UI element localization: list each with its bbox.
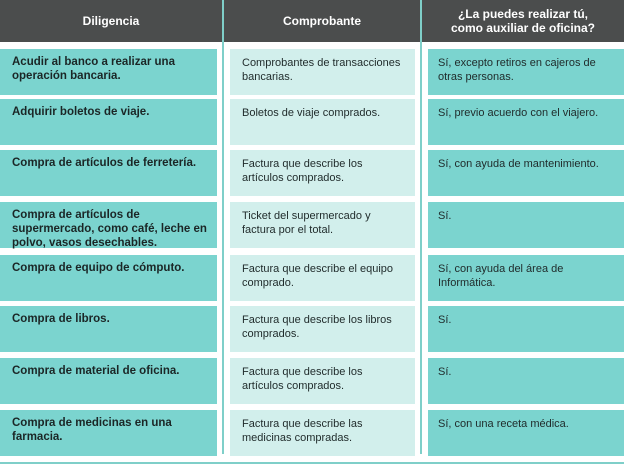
cell-comprobante: Comprobantes de transacciones bancarias. — [230, 49, 415, 95]
cell-comprobante: Ticket del supermercado y factura por el total. — [230, 202, 415, 248]
cell-respuesta: Sí, con ayuda del área de Informática. — [428, 255, 624, 301]
cell-comprobante: Factura que describe las medicinas compradas. — [230, 410, 415, 456]
cell-respuesta: Sí, con ayuda de mantenimiento. — [428, 150, 624, 196]
column-divider-2 — [420, 42, 422, 454]
cell-respuesta: Sí. — [428, 306, 624, 352]
cell-diligencia: Adquirir boletos de viaje. — [0, 99, 217, 145]
header-diligencia: Diligencia — [82, 14, 140, 28]
cell-respuesta: Sí, previo acuerdo con el viajero. — [428, 99, 624, 145]
cell-comprobante: Factura que describe los libros comprados. — [230, 306, 415, 352]
header-puedes-line2: como auxiliar de oficina? — [450, 21, 596, 35]
cell-diligencia: Compra de libros. — [0, 306, 217, 352]
cell-comprobante: Factura que describe los artículos comprados. — [230, 358, 415, 404]
column-divider-1 — [222, 42, 224, 454]
cell-diligencia: Compra de equipo de cómputo. — [0, 255, 217, 301]
cell-comprobante: Factura que describe el equipo comprado. — [230, 255, 415, 301]
header-puedes-realizar — [422, 0, 624, 42]
table-bottom-rule — [0, 462, 624, 464]
cell-diligencia: Compra de medicinas en una farmacia. — [0, 410, 217, 456]
header-comprobante: Comprobante — [283, 14, 361, 28]
cell-diligencia: Compra de artículos de supermercado, como café, leche en polvo, vasos desechables. — [0, 202, 217, 248]
cell-comprobante: Boletos de viaje comprados. — [230, 99, 415, 145]
cell-comprobante: Factura que describe los artículos comprados. — [230, 150, 415, 196]
cell-respuesta: Sí. — [428, 202, 624, 248]
cell-respuesta: Sí, con una receta médica. — [428, 410, 624, 456]
header-puedes-line1: ¿La puedes realizar tú, — [457, 7, 589, 21]
cell-diligencia: Compra de material de oficina. — [0, 358, 217, 404]
cell-diligencia: Acudir al banco a realizar una operación bancaria. — [0, 49, 217, 95]
cell-respuesta: Sí. — [428, 358, 624, 404]
cell-respuesta: Sí, excepto retiros en cajeros de otras personas. — [428, 49, 624, 95]
cell-diligencia: Compra de artículos de ferretería. — [0, 150, 217, 196]
